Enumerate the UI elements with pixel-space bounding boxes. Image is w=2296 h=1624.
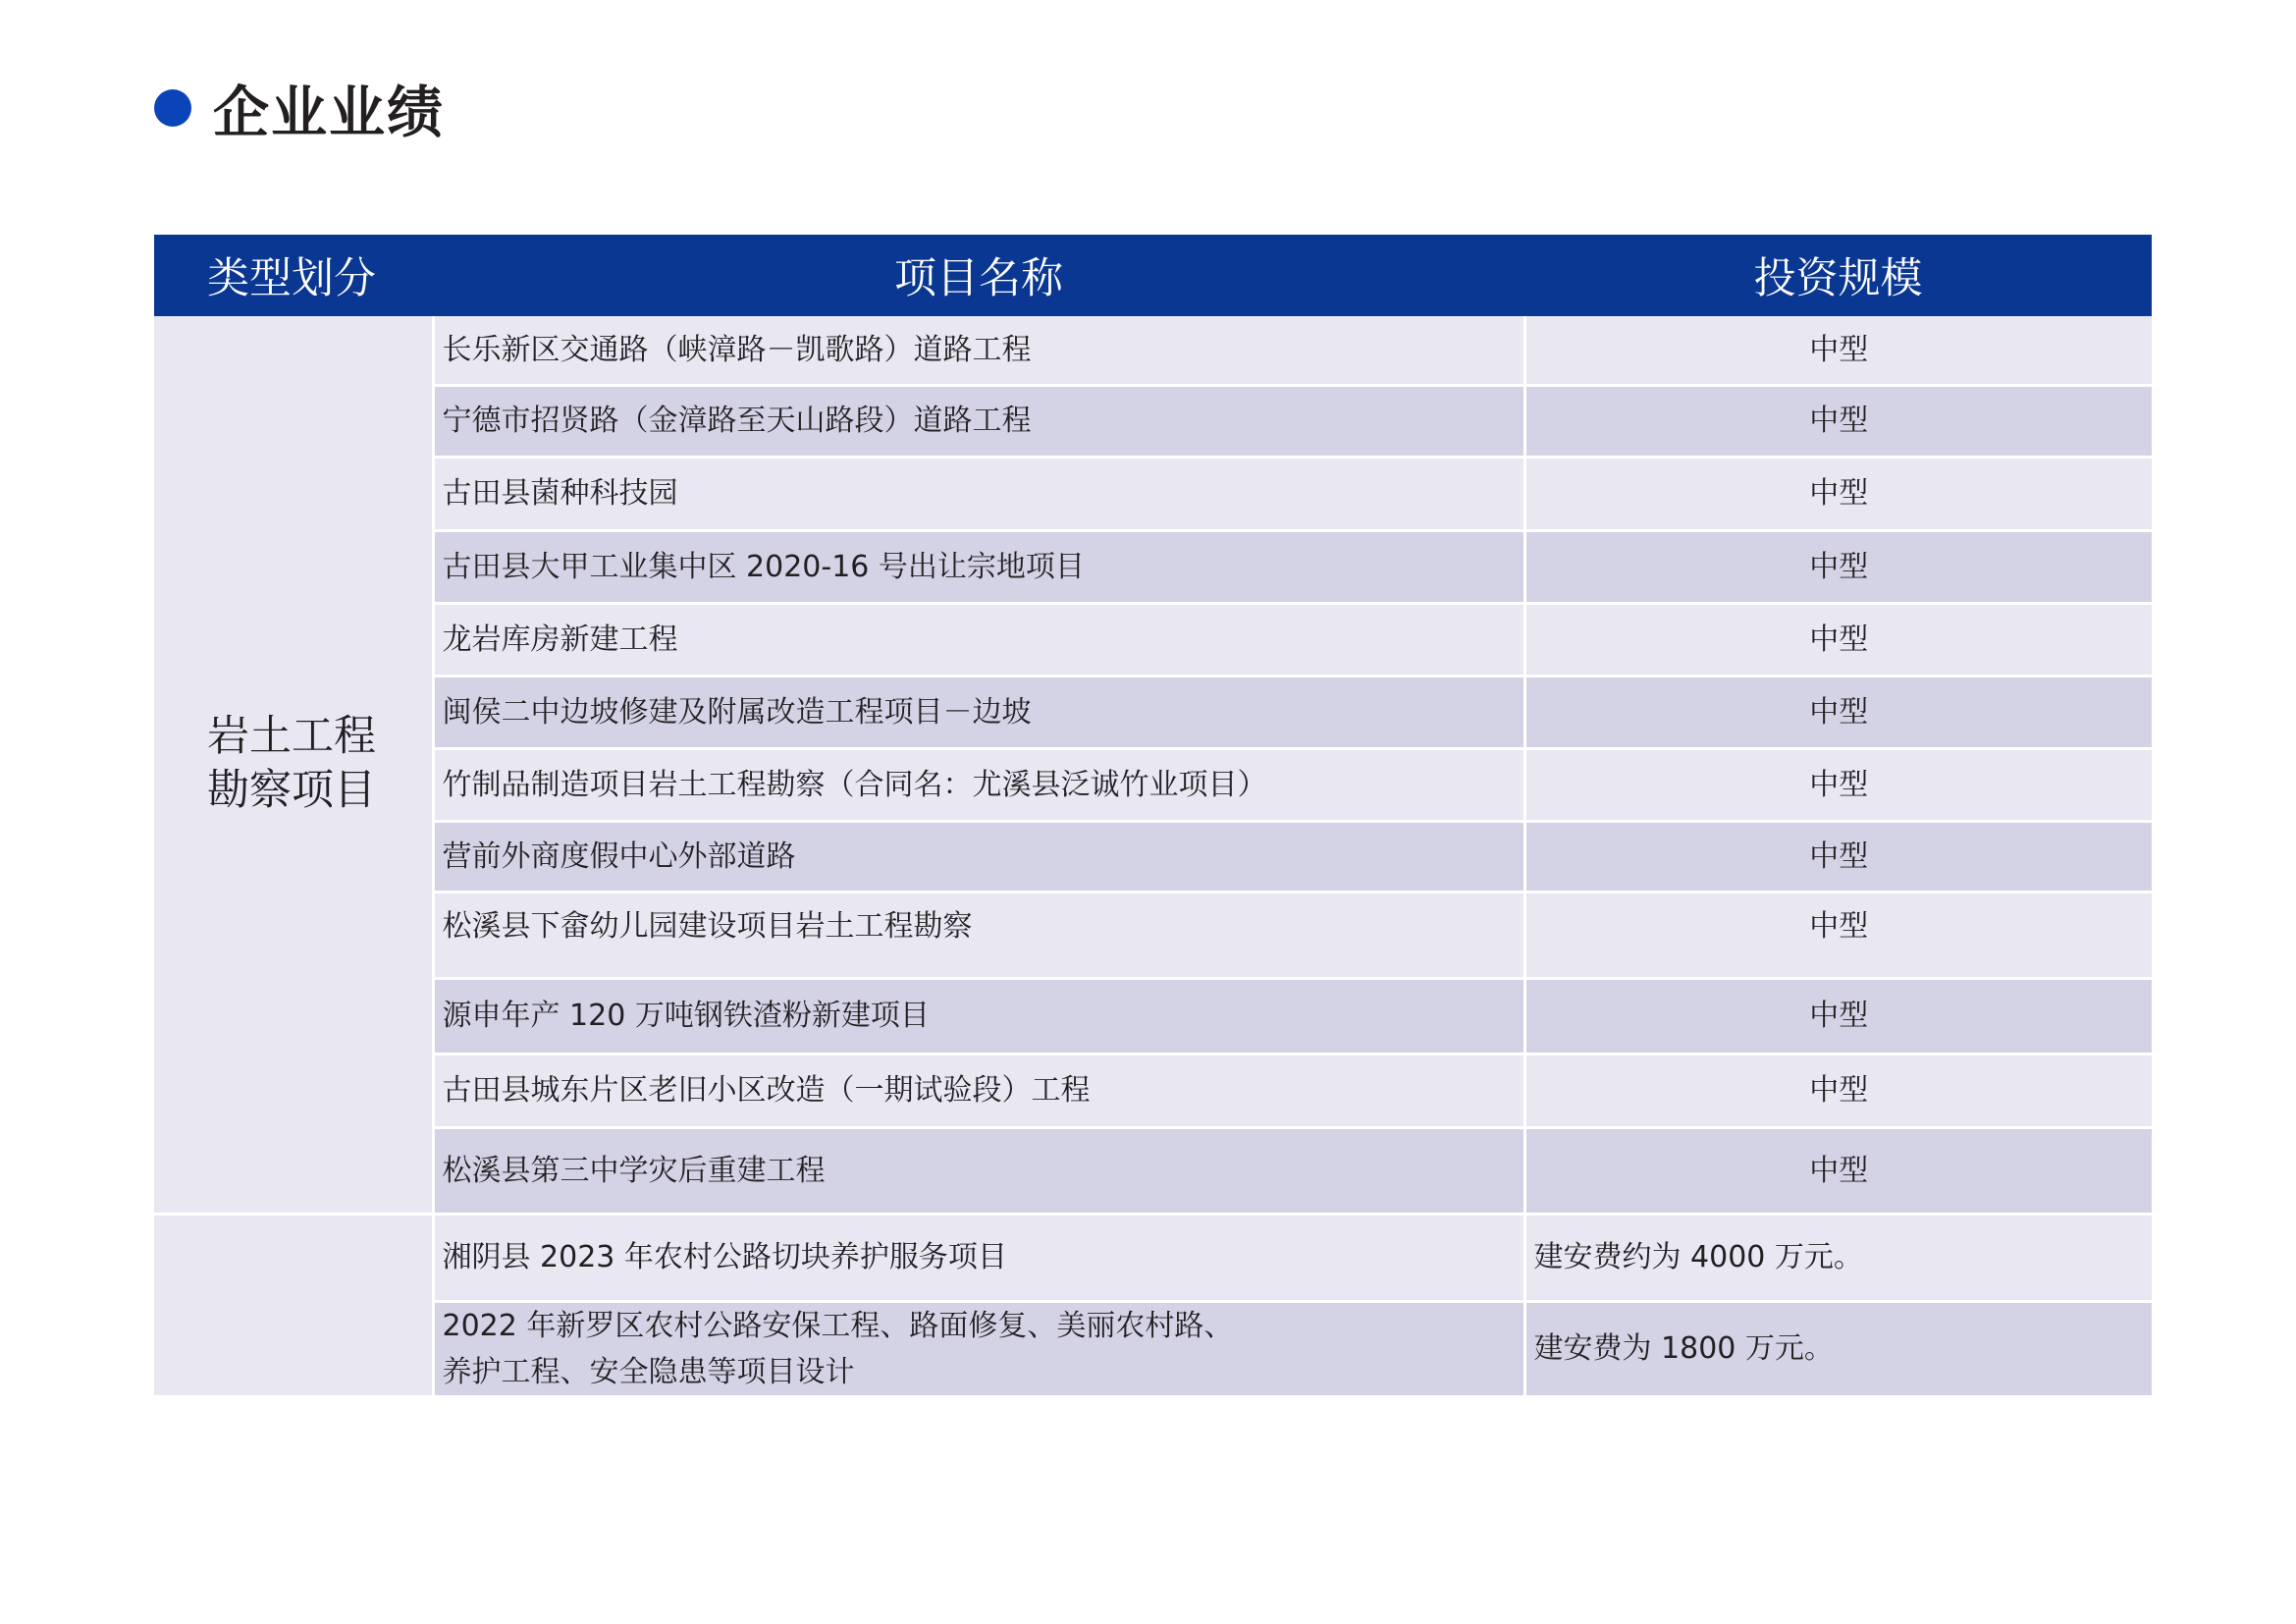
project-name: 营前外商度假中心外部道路: [433, 821, 1524, 892]
project-name: 源申年产 120 万吨钢铁渣粉新建项目: [433, 978, 1524, 1054]
table-row: [154, 1054, 2152, 1127]
project-name: 古田县菌种科技园: [433, 457, 1524, 530]
project-name: 龙岩库房新建工程: [433, 603, 1524, 676]
project-name: 闽侯二中边坡修建及附属改造工程项目－边坡: [433, 676, 1524, 748]
table-row: [154, 892, 2152, 978]
table-row: [154, 603, 2152, 676]
project-name-line: 2022 年新罗区农村公路安保工程、路面修复、美丽农村路、: [442, 1308, 1234, 1343]
project-name: 宁德市招贤路（金漳路至天山路段）道路工程: [433, 385, 1524, 457]
header-name: 项目名称: [433, 235, 1524, 316]
table-row: [154, 821, 2152, 892]
table-row: [154, 316, 2152, 385]
table-row: [154, 1301, 2152, 1395]
table-row: [154, 676, 2152, 748]
project-scale: 中型: [1524, 457, 2152, 530]
type-label-line: 勘察项目: [207, 766, 376, 816]
project-name-line: 湘阴县 2023 年农村公路切块养护服务项目: [442, 1240, 1007, 1274]
section-heading: [154, 71, 445, 145]
project-name: 古田县大甲工业集中区 2020-16 号出让宗地项目: [433, 530, 1524, 603]
table-row: [154, 1127, 2152, 1214]
project-scale: 中型: [1524, 978, 2152, 1054]
project-scale: 中型: [1524, 530, 2152, 603]
project-name: 长乐新区交通路（峡漳路－凯歌路）道路工程: [433, 316, 1524, 385]
project-scale: 建安费为 1800 万元。: [1524, 1301, 2152, 1395]
project-name: 松溪县下畲幼儿园建设项目岩土工程勘察: [433, 892, 1524, 978]
project-scale: 中型: [1524, 1127, 2152, 1214]
type-label-line: 岩土工程: [207, 712, 376, 762]
project-scale: 中型: [1524, 676, 2152, 748]
project-name: 古田县城东片区老旧小区改造（一期试验段）工程: [433, 1054, 1524, 1127]
project-scale: 中型: [1524, 748, 2152, 821]
table-header-row: [154, 235, 2152, 316]
project-name: [433, 1301, 1524, 1395]
table-row: [154, 748, 2152, 821]
table-row: [154, 978, 2152, 1054]
performance-table: [154, 235, 2152, 1395]
project-scale: 中型: [1524, 316, 2152, 385]
table-row: [154, 385, 2152, 457]
project-scale: 建安费约为 4000 万元。: [1524, 1214, 2152, 1301]
project-name: 竹制品制造项目岩土工程勘察（合同名：尤溪县泛诚竹业项目）: [433, 748, 1524, 821]
project-name-line: 养护工程、安全隐患等项目设计: [442, 1354, 855, 1389]
project-scale: 中型: [1524, 385, 2152, 457]
header-scale: 投资规模: [1524, 235, 2152, 316]
project-scale: 中型: [1524, 821, 2152, 892]
project-name: 松溪县第三中学灾后重建工程: [433, 1127, 1524, 1214]
page-title: 企业业绩: [213, 81, 445, 145]
project-scale: 中型: [1524, 1054, 2152, 1127]
header-type: 类型划分: [154, 235, 433, 316]
project-scale: 中型: [1524, 603, 2152, 676]
bullet-dot-icon: [154, 89, 191, 127]
table-row: [154, 1214, 2152, 1301]
project-name: [433, 1214, 1524, 1301]
table-row: [154, 457, 2152, 530]
table-row: [154, 530, 2152, 603]
type-cell-empty: [154, 1214, 433, 1395]
project-scale: 中型: [1524, 892, 2152, 978]
type-cell-geotech: [154, 316, 433, 1214]
